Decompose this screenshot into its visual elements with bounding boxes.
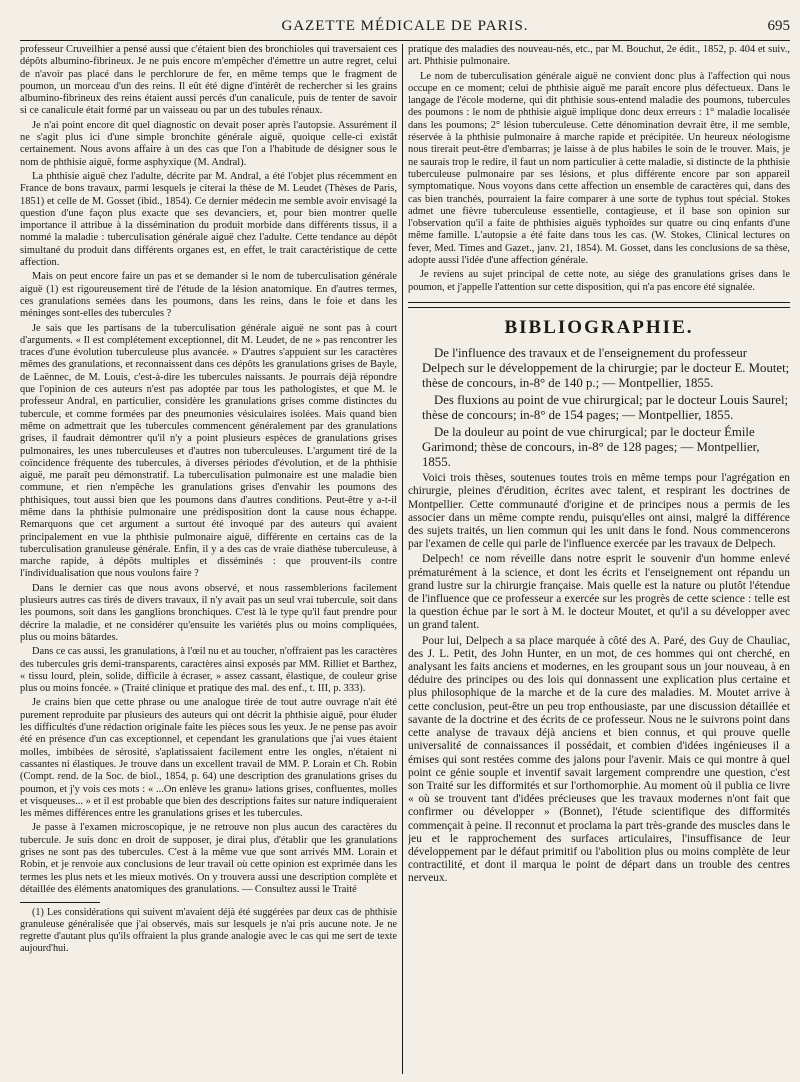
paragraph: Je reviens au sujet principal de cette note, au siége des granulations grises dans le poumon, et j'appelle l'attention sur cette disposition, qui n'a pas encore été signalée.: [408, 269, 790, 293]
left-column: [20, 44, 397, 1074]
bibliography-heading: BIBLIOGRAPHIE.: [504, 316, 694, 338]
footnote: (1) Les considérations qui suivent m'avaient déjà été suggérées par deux cas de phthisie granuleuse généralisée que j'ai observés, mais sur lesquels je n'ai pris aucune note. Je ne regrette d'autant plus qu'ils offraient la plus grande analogie avec le cas qui me sert de texte aujourd'hui.: [20, 907, 397, 955]
paragraph: Mais on peut encore faire un pas et se demander si le nom de tuberculisation générale aiguë (1) est rigoureusement tiré de l'étude de la lésion anatomique. En d'autres termes, ces granulations semées dans les poumons, dans les reins, dans le foie et dans les méninges sont-elles des tubercules ?: [20, 271, 397, 320]
bibliography-entry: De l'influence des travaux et de l'enseignement du professeur Delpech sur le développement de la chirurgie; par le docteur E. Moutet; thèse de concours, in-8° de 140 p.; — Montpellier, 1855.: [422, 346, 790, 391]
paragraph: Dans ce cas aussi, les granulations, à l'œil nu et au toucher, n'offraient pas les caractères des tubercules gris demi-transparents, caractères ainsi exposés par MM. Rilliet et Barthez, « tissu lourd, plein, solide, difficile à écraser, » assez cassant, élastique, de couleur grise plus ou moins foncée. » (Traité clinique et pratique des mal. des enf., t. III, p. 333).: [20, 646, 397, 695]
right-column: [408, 44, 790, 1074]
paragraph: Je sais que les partisans de la tuberculisation générale aiguë ne sont pas à court d'arguments. « Il est complétement exceptionnel, dit M. Leudet, de ne » pas rencontrer les traces d'une évolution tuberculeuse plus avancée. » D'autres s'appuient sur les caractères mêmes des granulations, et reconnaissent dans ces dépôts les granulations grises de Bayle, de Laënnec, de M. Louis, c'est-à-dire les tubercules naissants. Je pourrais déjà répondre que l'opinion de ces auteurs n'est pas adoptée par tous les pathologistes, et que M. le professeur Andral, en particulier, considère les granulations grises comme distinctes du tubercule, et comme formées par des pneumonies vésiculaires isolées. Mais quand bien même on admettrait que les tubercules commencent généralement par des granulations grises, il faudrait démontrer qu'il n'y a point plusieurs espèces de granulations grises pulmonaires, les unes tuberculeuses et d'autres non tuberculeuses. L'argument tiré de la coïncidence fréquente des tubercules, à diverses périodes d'évolution, et de la phthisie aiguë, me paraît peu démonstratif. La tuberculisation pulmonaire est une maladie bien commune, et rien n'empêche les granulations grises d'envahir les poumons des phthisiques, tout aussi bien que les poumons dans d'autres conditions. Peut-être y a-t-il même dans la phthisie pulmonaire une prédisposition dont la cause nous échappe. Remarquons que cet argument a surtout été invoqué par des auteurs qui avaient principalement en vue la phthisie pulmonaire aiguë, différente en certains cas de la tuberculisation granuleuse générale. Enfin, il y a des cas de vraie diathèse tuberculeuse, à marche rapide, à dépôts multiples et disséminés : que prouvent-ils contre l'individualisation que nous voulons faire ?: [20, 322, 397, 580]
bibliography-entry: De la douleur au point de vue chirurgical; par le docteur Émile Garimond; thèse de concours, in-8° de 128 pages; — Montpellier, 1855.: [422, 425, 760, 470]
paragraph: Je passe à l'examen microscopique, je ne retrouve non plus aucun des caractères du tubercule. Je suis donc en droit de supposer, je dirai plus, d'établir que les granulations grises ne sont pas des tubercules. C'est à la même vue que sont arrivés MM. Lorain et Robin, et je renvoie aux conclusions de leur travail où cette opinion est exprimée dans les termes les plus nets et les mieux motivés. On y trouvera aussi une description complète et détaillée des éléments anatomiques des granulations. — Consultez aussi le Traité: [20, 822, 397, 895]
paragraph: Pour lui, Delpech a sa place marquée à côté des A. Paré, des Guy de Chauliac, des J. L. Petit, des John Hunter, en un mot, de ces hommes qui ont cherché, en analysant les faits anciens et modernes, en les groupant sous un jour nouveau, à en déduire des principes ou des lois qui donnassent une explication plus certaine et plus philosophique de la marche et de la cure des maladies. M. Moutet arrive à cette conclusion, peut-être un peu trop enthousiaste, par une discussion détaillée et savante de la doctrine et des écrits de ce professeur. Nous ne le suivrons point dans cette analyse de travaux déjà anciens et bien connus, et qui prouve quelle universalité de connaissances il possédait, et combien d'idées ingénieuses il a émises qui sont restées comme des jalons pour l'avenir. Mais ce qui montre à quel point ce génie souple et inventif savait largement comprendre une question, c'est son Traité sur les difformités et sur l'orthomorphie. Au moment où il publia ce livre « où se trouvent tant d'idées précieuses que les travaux modernes n'ont fait que confirmer ou développer » (Bonnet), l'étude scientifique des difformités commençait à peine. Il reconnut et proclama la part très-grande des muscles dans le jeu et le rapprochement des surfaces articulaires, l'insuffisance de leur développement par le défaut primitif ou l'abolition plus ou moins complète de leur contractilité, et dont il marqua le point de départ dans un trouble des centres nerveux.: [408, 634, 790, 885]
journal-title: GAZETTE MÉDICALE DE PARIS.: [281, 18, 529, 34]
paragraph: Le nom de tuberculisation générale aiguë ne convient donc plus à l'affection qui nous occupe en ce moment; celui de phthisie aiguë me paraît encore plus défectueux. Dans le langage de l'école moderne, qui dit phthisie sous-entend maladie des poumons, tubercules des poumons : le nom de phthisie aiguë implique donc deux erreurs : 1° maladie localisée dans les poumons; 2° lésion tuberculeuse. Cette dénomination devrait être, il me semble, réservée à la phthisie pulmonaire à marche rapide et précipitée. Un heureux néologisme nous tirerait peut-être d'embarras; je laisse à de plus habiles le soin de le trouver. Mais, je ne saurais trop le redire, il faut un nom particulier à cette maladie, si distincte de la phthisie tuberculeuse pulmonaire par ses lésions, et plus différente encore par son appareil symptomatique. Nous voyons dans cette affection un ensemble de caractères qui, dans des cas bien tranchés, pourraient la faire comparer à une sorte de typhus tout spécial. Stokes admet une fièvre tuberculeuse essentielle, contagieuse, et il base son opinion sur l'observation qu'il a faite de phthisies aiguës typhoïdes sur quatre ou cinq enfants d'une même famille. L'autopsie a été faite dans tous les cas. (W. Stokes, Clinical lectures on fever, Med. Times and Gazet., janv. 21, 1854). M. Gosset, dans les conclusions de sa thèse, adopte aussi l'idée d'une affection générale.: [408, 70, 790, 267]
bibliography-entry: Des fluxions au point de vue chirurgical; par le docteur Louis Saurel; thèse de concours; in-8° de 154 pages; — Montpellier, 1855.: [422, 393, 789, 423]
section-separator: [408, 302, 790, 308]
page-number: 695: [767, 18, 790, 34]
paragraph: professeur Cruveilhier a pensé aussi que c'étaient bien des bronchioles qui traversaient ces dépôts albumino-fibrineux. Je ne puis encore m'empêcher d'émettre un autre regret, celui de n'avoir pas placé dans le perchlorure de fer, en même temps que le fragment de poumon, un morceau d'un des reins. Il eût été digne d'intérêt de rechercher si les grains albumino-fibrineux des reins étaient aussi percés d'un canalicule, puis de tenter de savoir si ce canalicule était formé par un vaisseau ou par un des tubules rénaux.: [20, 44, 397, 117]
paragraph: Je crains bien que cette phrase ou une analogue tirée de tout autre ouvrage n'ait été purement reproduite par plusieurs des auteurs qui ont décrit la phthisie aiguë, pour éluder les difficultés d'une rédaction originale faite les pièces sous les yeux. Je ne pense pas avoir été en présence d'un cas exceptionnel, et cependant les granulations que j'ai vues étaient molles, imbibées de sérosité, s'aplatissaient facilement entre les ongles, n'étaient ni cassantes ni élastiques. Je trouve dans un excellent travail de MM. P. Lorain et Ch. Robin (Compt. rend. de la Soc. de biol., 1854, p. 64) une description des granulations grises du poumon, et j'y vois ces mots : « ...On enlève les granu» lations grises, confluentes, molles et visqueuses... » et il est probable que bien des descriptions faites sur nature indiqueraient les mêmes différences entre les granulations grises et les tubercules.: [20, 697, 397, 820]
column-divider: [402, 44, 403, 1074]
paragraph: Je n'ai point encore dit quel diagnostic on devait poser après l'autopsie. Assurément il ne s'agit plus ici d'une simple bronchite générale aiguë, quoique celle-ci existât certainement. Nous avons affaire à un des cas que l'on a l'habitude de désigner sous le nom de phthisie aiguë, forme asphyxique (M. Andral).: [20, 119, 397, 168]
paragraph: pratique des maladies des nouveau-nés, etc., par M. Bouchut, 2e édit., 1852, p. 404 et suiv., art. Phthisie pulmonaire.: [408, 44, 790, 68]
bibliography-review: [408, 472, 790, 885]
paragraph: Dans le dernier cas que nous avons observé, et nous rassemblerions facilement plusieurs autres cas tirés de divers travaux, il n'y avait pas un seul vrai tubercule, soit dans les poumons, soit dans les ganglions bronchiques. C'est là le type qu'il faut prendre pour décrire la maladie, et ne considérer qu'ensuite les variétés plus ou moins compliquées, plus ou moins bâtardes.: [20, 582, 397, 643]
page-header: [20, 18, 790, 41]
paragraph: La phthisie aiguë chez l'adulte, décrite par M. Andral, a été l'objet plus récemment en France de bons travaux, parmi lesquels je citerai la thèse de M. Leudet (Thèses de Paris, 1851) et celle de M. Gosset (ibid., 1854). Ce dernier médecin me semble avoir envisagé la question d'une façon plus exacte que ses devanciers, et, pour bien montrer quelle importance il attribue à la dissémination du produit morbide dans différents tissus, il a nommé la maladie : tuberculisation générale aiguë chez l'adulte. Cette tendance au dépôt simultané du produit dans différents organes est, en effet, le trait caractéristique de cette affection.: [20, 170, 397, 269]
paragraph: Voici trois thèses, soutenues toutes trois en même temps pour l'agrégation en chirurgie, pleines d'érudition, écrites avec talent, et respirant les doctrines de Montpellier. Cette communauté d'origine et de principes nous a permis de les associer dans un même compte rendu, puisqu'elles ont ainsi, malgré la différence des sujets traités, un lien commun qui les unit dans le fond. Nous commencerons par l'examen de celle qui parle de l'influence exercée par les travaux de Delpech.: [408, 472, 790, 551]
paragraph: Delpech! ce nom réveille dans notre esprit le souvenir d'un homme enlevé prématurément à la science, et dont les écrits et l'enseignement ont répandu un grand lustre sur la chirurgie française. Mais quelle est la nature ou plutôt l'étendue de l'influence que ce professeur a exercée sur les progrès de cette science : telle est la question échue par le sort à M. le docteur Moutet, et qu'il a su développer avec un grand talent.: [408, 553, 790, 632]
footnote-rule: [20, 902, 100, 903]
